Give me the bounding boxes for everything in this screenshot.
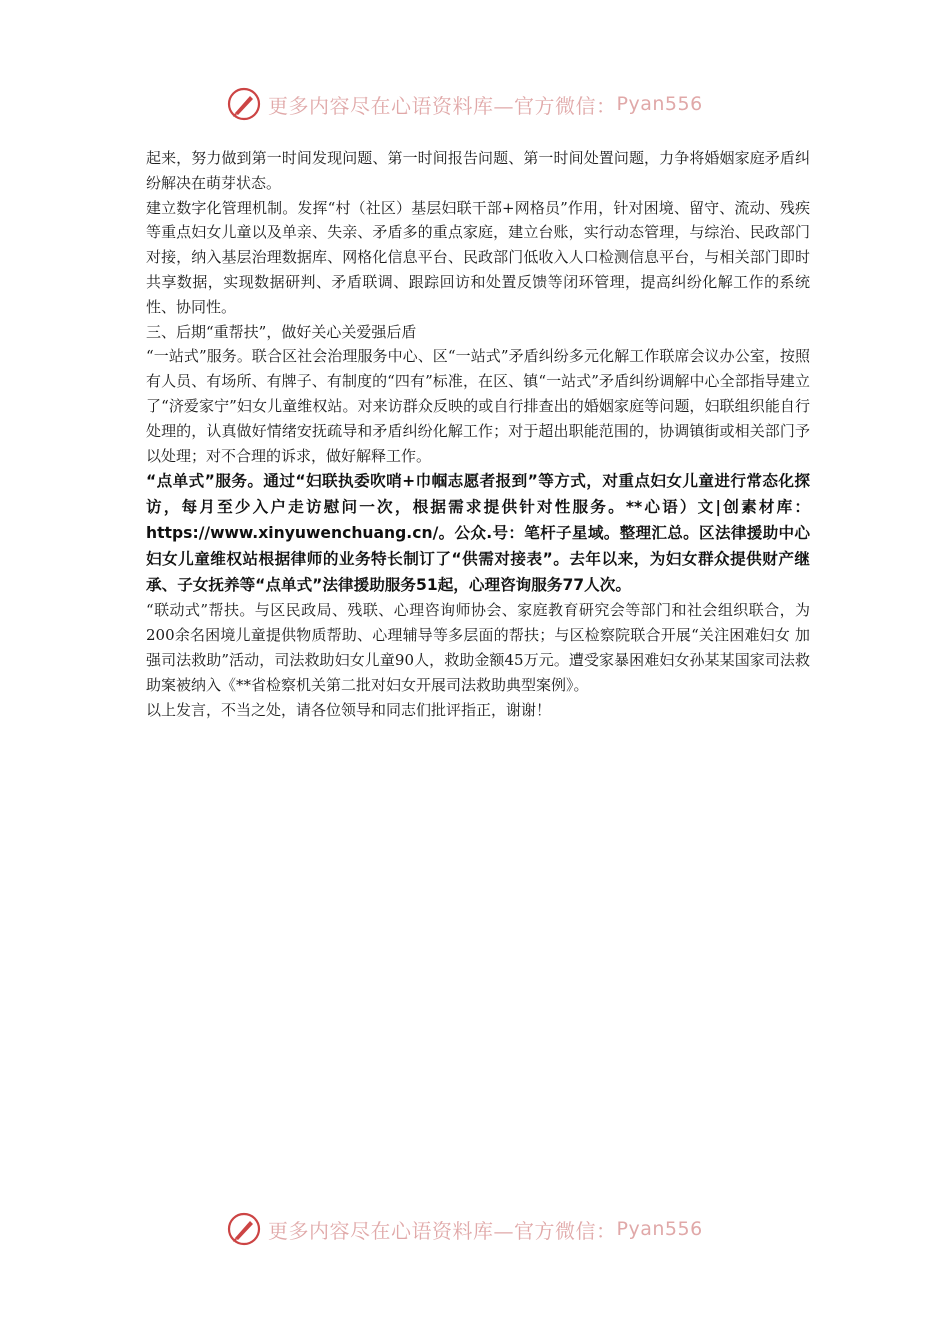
paragraph-bold: “点单式”服务。通过“妇联执委吹哨+巾帼志愿者报到”等方式，对重点妇女儿童进行常态化探访，每月至少入户走访慰问一次，根据需求提供针对性服务。**心语）文|创素材库：https://www.xinyuwenchuang.cn/。公众.号：笔杆子星域。整理汇总。区法律援助中心妇女儿童维权站根据律师的业务特长制订了“供需对接表”。去年以来，为妇女群众提供财产继承、子女抚养等“点单式”法律援助服务51起，心理咨询服务77人次。 — [146, 472, 810, 595]
watermark-text: 更多内容尽在心语资料库—官方微信： — [268, 1218, 617, 1243]
section-heading: 三、后期“重帮扶”，做好关心关爱强后盾 — [146, 322, 417, 341]
watermark-wechat-id: Pyan556 — [616, 1218, 703, 1240]
paragraph: 建立数字化管理机制。发挥“村（社区）基层妇联干部+网格员”作用，针对困境、留守、流动、残疾等重点妇女儿童以及单亲、失亲、矛盾多的重点家庭，建立台账，实行动态管理，与综治、民政部门对接，纳入基层治理数据库、网格化信息平台、民政部门低收入人口检测信息平台，与相关部门即时共享数据，实现数据研判、矛盾联调、跟踪回访和处置反馈等闭环管理，提高纠纷化解工作的系统性、协同性。 — [146, 198, 810, 316]
watermark-text: 更多内容尽在心语资料库—官方微信： — [268, 93, 617, 118]
document-body — [146, 146, 810, 722]
watermark-wechat-id: Pyan556 — [616, 93, 703, 115]
paragraph: 起来，努力做到第一时间发现问题、第一时间报告问题、第一时间处置问题，力争将婚姻家庭矛盾纠纷解决在萌芽状态。 — [146, 149, 810, 192]
pen-logo-icon — [226, 1211, 262, 1247]
paragraph: “一站式”服务。联合区社会治理服务中心、区“一站式”矛盾纠纷多元化解工作联席会议办公室，按照有人员、有场所、有牌子、有制度的“四有”标准，在区、镇“一站式”矛盾纠纷调解中心全部指导建立了“济爱家宁”妇女儿童维权站。对来访群众反映的或自行排查出的婚姻家庭等问题，妇联组织能自行处理的，认真做好情绪安抚疏导和矛盾纠纷化解工作；对于超出职能范围的，协调镇街或相关部门予以处理；对不合理的诉求，做好解释工作。 — [146, 347, 810, 465]
paragraph: “联动式”帮扶。与区民政局、残联、心理咨询师协会、家庭教育研究会等部门和社会组织联合，为200余名困境儿童提供物质帮助、心理辅导等多层面的帮扶；与区检察院联合开展“关注困难妇女 加强司法救助”活动，司法救助妇女儿童90人，救助金额45万元。遭受家暴困难妇女孙某某国家司法救助案被纳入《**省检察机关第二批对妇女开展司法救助典型案例》。 — [146, 601, 810, 694]
pen-logo-icon — [226, 86, 262, 122]
closing-remark: 以上发言，不当之处，请各位领导和同志们批评指正，谢谢！ — [146, 700, 552, 719]
footer-watermark — [226, 1211, 703, 1247]
header-watermark — [226, 86, 703, 122]
